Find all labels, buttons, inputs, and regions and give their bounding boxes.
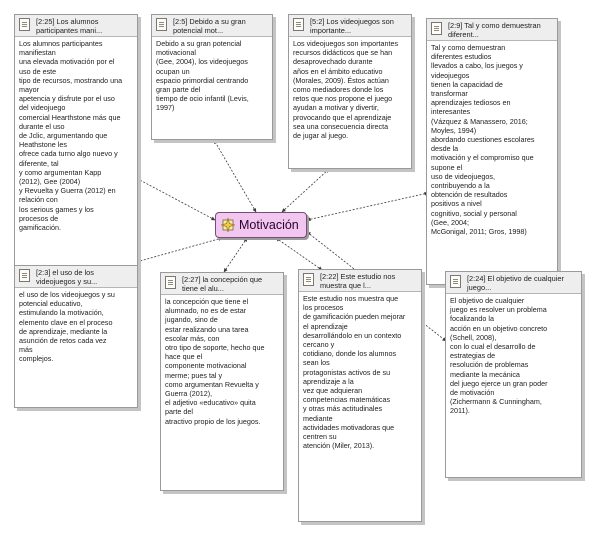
link-6 bbox=[276, 238, 322, 270]
note-title: [2:3] el uso de los videojuegos y su... bbox=[36, 268, 98, 286]
document-icon bbox=[165, 276, 176, 289]
quotation-note-2-3[interactable] bbox=[14, 265, 138, 408]
document-icon bbox=[19, 18, 30, 31]
quotation-note-2-25[interactable] bbox=[14, 14, 138, 279]
link-2 bbox=[282, 169, 329, 212]
document-icon bbox=[303, 273, 314, 286]
quotation-note-2-5[interactable] bbox=[151, 14, 273, 140]
note-title: [5:2] Los videojuegos son importante... bbox=[310, 17, 394, 35]
document-icon bbox=[431, 22, 442, 35]
code-label: Motivación bbox=[239, 218, 299, 232]
note-title: [2:24] El objetivo de cualquier juego... bbox=[467, 274, 564, 292]
note-header[interactable] bbox=[427, 19, 557, 41]
note-body: Tal y como demuestran diferentes estudios llevados a cabo, los juegos y videojuegos tienen la capacidad de transformar aprendizajes tediosos en interesantes (Vázquez & Manassero, 2016; Moyles, 1994) abordando cuestiones escolares desde la motivación y el compromiso que supone el uso de videojuegos, contribuyendo a la obtención de resultados positivos a nivel cognitivo, social y personal (Gee, 2004; McGonigal, 2011; Gros, 1998) bbox=[431, 43, 535, 237]
document-icon bbox=[450, 275, 461, 288]
note-body: El objetivo de cualquier juego es resolver un problema focalizando la acción en un objetivo concreto (Schell, 2008), con lo cual el desarrollo de estrategias de resolución de problemas mediante la mecánica del juego ejerce un gran poder de motivación (Zichermann & Cunningham, 2011). bbox=[450, 296, 548, 416]
quotation-note-5-2[interactable] bbox=[288, 14, 412, 169]
note-header[interactable] bbox=[15, 266, 137, 288]
note-body: Los alumnos participantes manifiestan una elevada motivación por el uso de este tipo de recursos, mostrando una mayor apetencia y disfrute por el uso del videojuego comercial Hearthstone más que durante el uso de Jclic, argumentando que Heathstone les ofrece cada turno algo nuevo y diferente, tal y como argumentan Kapp (2012), Gee (2004) y Revuelta y Guerra (2012) en relación con los serious games y los procesos de gamificación. bbox=[19, 39, 123, 233]
note-body: la concepción que tiene el alumnado, no es de estar jugando, sino de estar realizando una tarea escolar más, con otro tipo de soporte, hecho que hace que el componente motivacional merme; pues tal y como argumentan Revuelta y Guerra (2012), el adjetivo «educativo» quita parte del atractivo propio de los juegos. bbox=[165, 297, 265, 426]
note-title: [2:25] Los alumnos participantes mani... bbox=[36, 17, 103, 35]
note-body: Los videojuegos son importantes recursos didácticos que se han desaprovechado durante años en el ámbito educativo (Morales, 2009). Éstos actúan como mediadores donde los retos que nos propone el juego ayudan a motivar y divertir, provocando que el aprendizaje sea una consecuencia directa de jugar al juego. bbox=[293, 39, 399, 141]
link-1 bbox=[214, 140, 256, 212]
note-header[interactable] bbox=[152, 15, 272, 37]
quotation-note-2-22[interactable] bbox=[298, 269, 422, 522]
note-header[interactable] bbox=[161, 273, 283, 295]
note-header[interactable] bbox=[299, 270, 421, 292]
note-title: [2:5] Debido a su gran potencial mot... bbox=[173, 17, 246, 35]
document-icon bbox=[293, 18, 304, 31]
note-header[interactable] bbox=[15, 15, 137, 37]
note-header[interactable] bbox=[446, 272, 581, 294]
link-5 bbox=[224, 238, 247, 272]
note-body: Debido a su gran potencial motivacional (Gee, 2004), los videojuegos ocupan un espacio primordial centrando gran parte del tiempo de ocio infantil (Levis, 1997) bbox=[156, 39, 249, 113]
document-icon bbox=[156, 18, 167, 31]
note-header[interactable] bbox=[289, 15, 411, 37]
quotation-note-2-9[interactable] bbox=[426, 18, 558, 285]
note-body: el uso de los videojuegos y su potencial educativo, estimulando la motivación, elemento clave en el proceso de aprendizaje, mediante la asunción de retos cada vez más complejos. bbox=[19, 290, 115, 364]
note-title: [2:9] Tal y como demuestran diferent... bbox=[448, 21, 541, 39]
quotation-note-2-27[interactable] bbox=[160, 272, 284, 491]
quotation-note-2-24[interactable] bbox=[445, 271, 582, 478]
note-title: [2:22] Este estudio nos muestra que l... bbox=[320, 272, 396, 290]
code-node-motivacion[interactable] bbox=[215, 212, 307, 238]
document-icon bbox=[19, 269, 30, 282]
sparkle-icon bbox=[220, 217, 236, 233]
note-title: [2:27] la concepción que tiene el alu... bbox=[182, 275, 263, 293]
note-body: Este estudio nos muestra que los procesos de gamificación pueden mejorar el aprendizaje desarrollándolo en un contexto cercano y cotidiano, donde los alumnos sean los protagonistas activos de su aprendizaje a la vez que adquieran competencias matemáticas y otras más actitudinales mediante actividades motivadoras que centren su atención (Miler, 2013). bbox=[303, 294, 406, 451]
link-3 bbox=[307, 193, 428, 220]
